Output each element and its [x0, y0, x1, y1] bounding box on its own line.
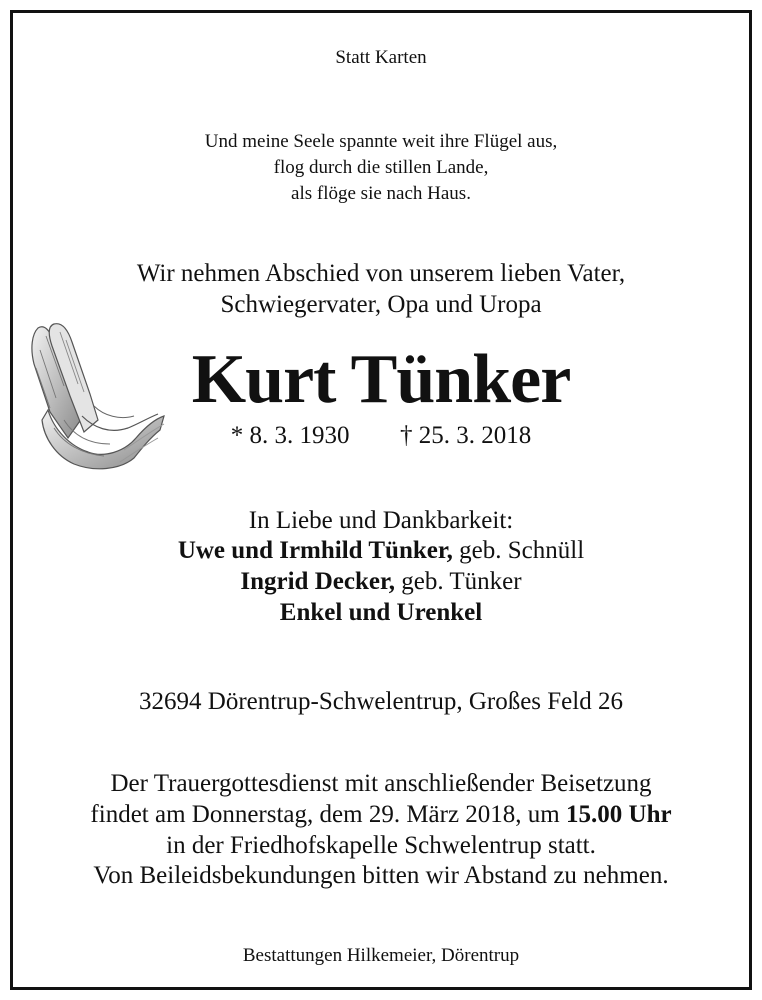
death-date: † 25. 3. 2018	[400, 422, 532, 449]
service-date: findet am Donnerstag, dem 29. März 2018, um	[90, 801, 567, 828]
intro-line: Schwiegervater, Opa und Uropa	[220, 291, 542, 318]
intro-line: Wir nehmen Abschied von unserem lieben Vater,	[136, 260, 626, 287]
life-dates	[0, 422, 762, 450]
address: 32694 Dörentrup-Schwelentrup, Großes Feld 26	[139, 688, 623, 715]
mourners-intro: In Liebe und Dankbarkeit:	[248, 507, 514, 534]
poem-line: flog durch die stillen Lande,	[273, 157, 489, 178]
deceased-name: Kurt Tünker	[191, 341, 571, 418]
header-text: Statt Karten	[335, 47, 427, 68]
mourner-line: Enkel und Urenkel	[279, 599, 483, 626]
service-line: in der Friedhofskapelle Schwelentrup statt.	[166, 832, 596, 859]
poem-line: Und meine Seele spannte weit ihre Flügel aus,	[204, 131, 558, 152]
mourner-name: Ingrid Decker,	[240, 568, 396, 595]
mourner-maiden-name: geb. Schnüll	[452, 537, 585, 564]
service-line	[0, 801, 762, 829]
funeral-home: Bestattungen Hilkemeier, Dörentrup	[242, 945, 520, 966]
poem-line: als flöge sie nach Haus.	[291, 183, 471, 204]
service-line: Von Beileidsbekundungen bitten wir Abstand zu nehmen.	[93, 862, 669, 889]
mourner-name: Uwe und Irmhild Tünker,	[177, 537, 453, 564]
mourner-maiden-name: geb. Tünker	[395, 568, 522, 595]
mourner-line	[0, 568, 762, 596]
service-line: Der Trauergottesdienst mit anschließender Beisetzung	[110, 770, 652, 797]
service-time: 15.00 Uhr	[566, 801, 672, 828]
birth-date: * 8. 3. 1930	[230, 422, 350, 449]
mourner-line	[0, 537, 762, 565]
